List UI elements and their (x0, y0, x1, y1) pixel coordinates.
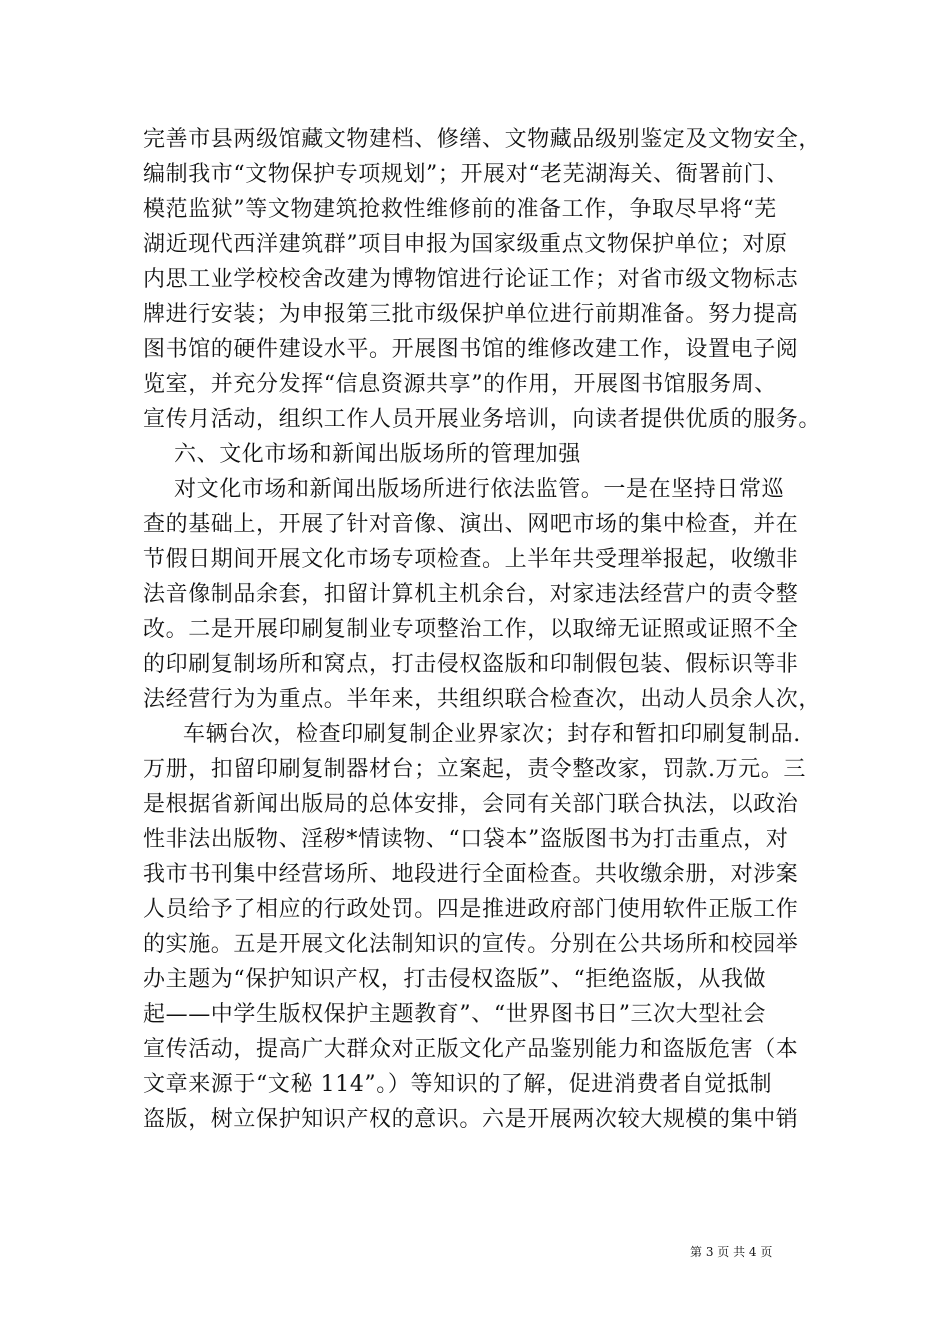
text-line: 性非法出版物、淫秽*情读物、“口袋本”盗版图书为打击重点，对 (143, 827, 789, 852)
text-line: 宣传活动，提高广大群众对正版文化产品鉴别能力和盗版危害（本 (143, 1037, 799, 1062)
text-line: 盗版，树立保护知识产权的意识。六是开展两次较大规模的集中销 (143, 1107, 799, 1132)
body-text (143, 122, 822, 1137)
text-line: 人员给予了相应的行政处罚。四是推进政府部门使用软件正版工作 (143, 897, 799, 922)
text-line: 节假日期间开展文化市场专项检查。上半年共受理举报起，收缴非 (143, 547, 799, 572)
text-line: 改。二是开展印刷复制业专项整治工作，以取缔无证照或证照不全 (143, 617, 799, 642)
text-line: 的印刷复制场所和窝点，打击侵权盗版和印制假包装、假标识等非 (143, 652, 799, 677)
text-line: 我市书刊集中经营场所、地段进行全面检查。共收缴余册，对涉案 (143, 862, 799, 887)
text-line: 览室，并充分发挥“信息资源共享”的作用，开展图书馆服务周、 (143, 372, 777, 397)
text-line: 内思工业学校校舍改建为博物馆进行论证工作；对省市级文物标志 (143, 267, 799, 292)
text-line: 的实施。五是开展文化法制知识的宣传。分别在公共场所和校园举 (143, 932, 799, 957)
text-line: 模范监狱”等文物建筑抢救性维修前的准备工作，争取尽早将“芜 (143, 197, 777, 222)
text-line: 万册，扣留印刷复制器材台；立案起，责令整改家，罚款.万元。三 (143, 757, 806, 782)
section-heading: 六、文化市场和新闻出版场所的管理加强 (174, 442, 581, 467)
page-number-footer: 第 3 页 共 4 页 (690, 1245, 773, 1259)
text-line: 法音像制品余套，扣留计算机主机余台，对家违法经营户的责令整 (143, 582, 799, 607)
text-line: 编制我市“文物保护专项规划”；开展对“老芜湖海关、衙署前门、 (143, 162, 789, 187)
text-line: 查的基础上，开展了针对音像、演出、网吧市场的集中检查，并在 (143, 512, 799, 537)
text-line: 图书馆的硬件建设水平。开展图书馆的维修改建工作，设置电子阅 (143, 337, 799, 362)
text-line: 是根据省新闻出版局的总体安排，会同有关部门联合执法，以政治 (143, 792, 799, 817)
text-line: 文章来源于“文秘 114”。）等知识的了解，促进消费者自觉抵制 (143, 1072, 773, 1097)
paragraph-first-line: 对文化市场和新闻出版场所进行依法监管。一是在坚持日常巡 (174, 477, 785, 502)
text-line: 法经营行为为重点。半年来，共组织联合检查次，出动人员余人次， (143, 687, 822, 712)
text-line: 办主题为“保护知识产权，打击侵权盗版”、“拒绝盗版，从我做 (143, 967, 767, 992)
text-line: 湖近现代西洋建筑群”项目申报为国家级重点文物保护单位；对原 (143, 232, 788, 257)
text-line: 牌进行安装；为申报第三批市级保护单位进行前期准备。努力提高 (143, 302, 799, 327)
paragraph-first-line: 车辆台次，检查印刷复制企业界家次；封存和暂扣印刷复制品. (183, 722, 801, 747)
text-line: 起——中学生版权保护主题教育”、“世界图书日”三次大型社会 (143, 1002, 767, 1027)
text-line: 宣传月活动，组织工作人员开展业务培训，向读者提供优质的服务。 (143, 407, 822, 432)
text-line: 完善市县两级馆藏文物建档、修缮、文物藏品级别鉴定及文物安全， (143, 127, 822, 152)
